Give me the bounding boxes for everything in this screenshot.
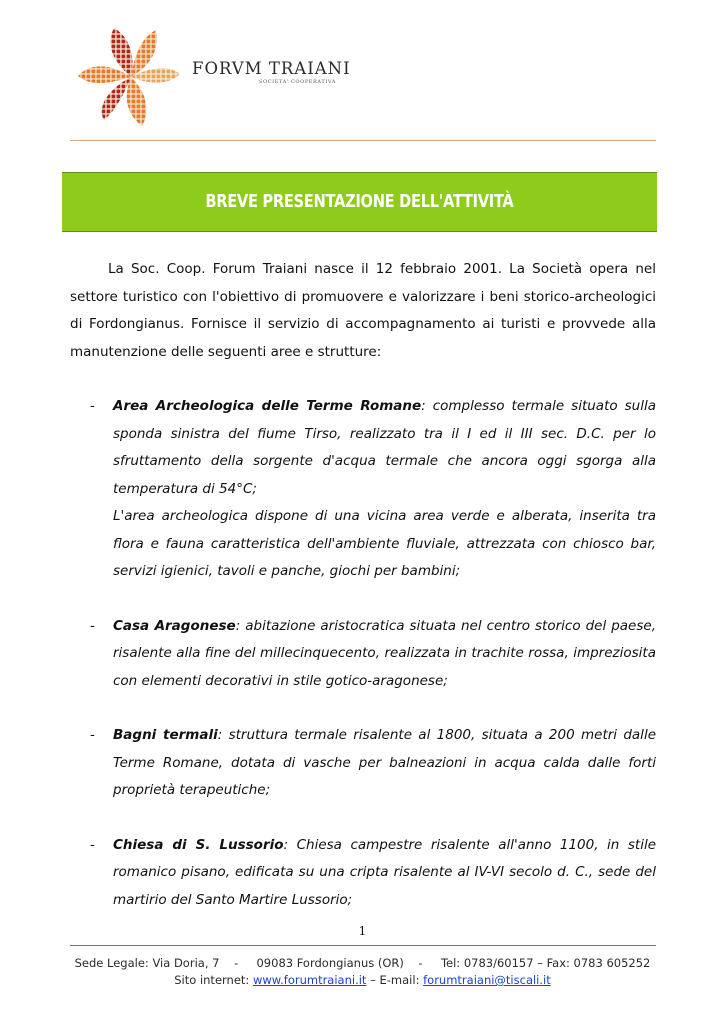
banner-title: BREVE PRESENTAZIONE DELL'ATTIVITÀ bbox=[205, 192, 514, 212]
site-label: Sito internet: bbox=[174, 973, 253, 987]
header-divider bbox=[70, 140, 656, 141]
list-item bbox=[70, 613, 656, 696]
item-title: Bagni termali bbox=[113, 727, 218, 743]
item-title: Casa Aragonese bbox=[113, 617, 236, 634]
item-extra: L'area archeologica dispone di una vicina area verde e alberata, inserita tra flora e fauna caratteristica dell'ambiente fluviale, attrezzata con chiosco bar, servizi igienici, tavoli e panche, giochi per bambini; bbox=[113, 508, 656, 579]
list-dash: - bbox=[90, 836, 95, 853]
mosaic-pinwheel-logo-icon bbox=[76, 24, 186, 130]
brand bbox=[192, 59, 351, 85]
email-link[interactable]: forumtraiani@tiscali.it bbox=[423, 973, 551, 987]
list-dash: - bbox=[90, 727, 95, 743]
footer bbox=[0, 955, 725, 989]
item-text: : Chiesa campestre risalente all'anno 1100, in stile romanico pisano, edificata su una cripta risalente al IV-VI secolo d. C., sede del martirio del Santo Martire Lussorio; bbox=[113, 836, 657, 908]
list-item bbox=[70, 393, 656, 586]
item-title: Area Archeologica delle Terme Romane bbox=[113, 398, 422, 414]
email-label: – E-mail: bbox=[366, 973, 424, 987]
list-item-body bbox=[113, 832, 656, 915]
list-item bbox=[70, 722, 656, 805]
item-text: : abitazione aristocratica situata nel centro storico del paese, risalente alla fine del millecinquecento, realizzata in trachite rossa, impreziosita con elementi decorativi in stile gotico-aragonese; bbox=[113, 617, 656, 689]
brand-name: FORVM TRAIANI bbox=[192, 59, 351, 78]
list-item-body bbox=[113, 393, 656, 586]
footer-address: Sede Legale: Via Doria, 7 - 09083 Fordongianus (OR) - Tel: 0783/60157 – Fax: 0783 605252 bbox=[74, 956, 651, 970]
list-dash: - bbox=[90, 617, 95, 634]
footer-contacts bbox=[0, 972, 725, 989]
website-link[interactable]: www.forumtraiani.it bbox=[252, 973, 367, 987]
list-item-body bbox=[113, 613, 656, 696]
intro-paragraph: La Soc. Coop. Forum Traiani nasce il 12 febbraio 2001. La Società opera nel settore turistico con l'obiettivo di promuovere e valorizzare i beni storico-archeologici di Fordongianus. Fornisce il servizio di accompagnamento ai turisti e provvede alla manutenzione delle seguenti aree e strutture: bbox=[70, 261, 656, 360]
list-item bbox=[70, 832, 656, 915]
brand-subtitle: SOCIETA' COOPERATIVA bbox=[259, 79, 336, 85]
item-title: Chiesa di S. Lussorio bbox=[113, 836, 284, 853]
footer-divider bbox=[70, 945, 656, 946]
list-item-body bbox=[113, 722, 656, 805]
item-text: : complesso termale situato sulla sponda sinistra del fiume Tirso, realizzato tra il I ed il III sec. D.C. per lo sfruttamento della sorgente d'acqua termale che ancora oggi sgorga alla temperatura di 54°C; bbox=[113, 398, 656, 497]
document-body bbox=[70, 256, 656, 914]
item-text: : struttura termale risalente al 1800, situata a 200 metri dalle Terme Romane, dotata di vasche per balneazioni in acqua calda dalle forti proprietà terapeutiche; bbox=[113, 727, 656, 798]
page-number: 1 bbox=[358, 924, 367, 938]
section-banner bbox=[62, 172, 657, 232]
list-dash: - bbox=[90, 398, 95, 414]
